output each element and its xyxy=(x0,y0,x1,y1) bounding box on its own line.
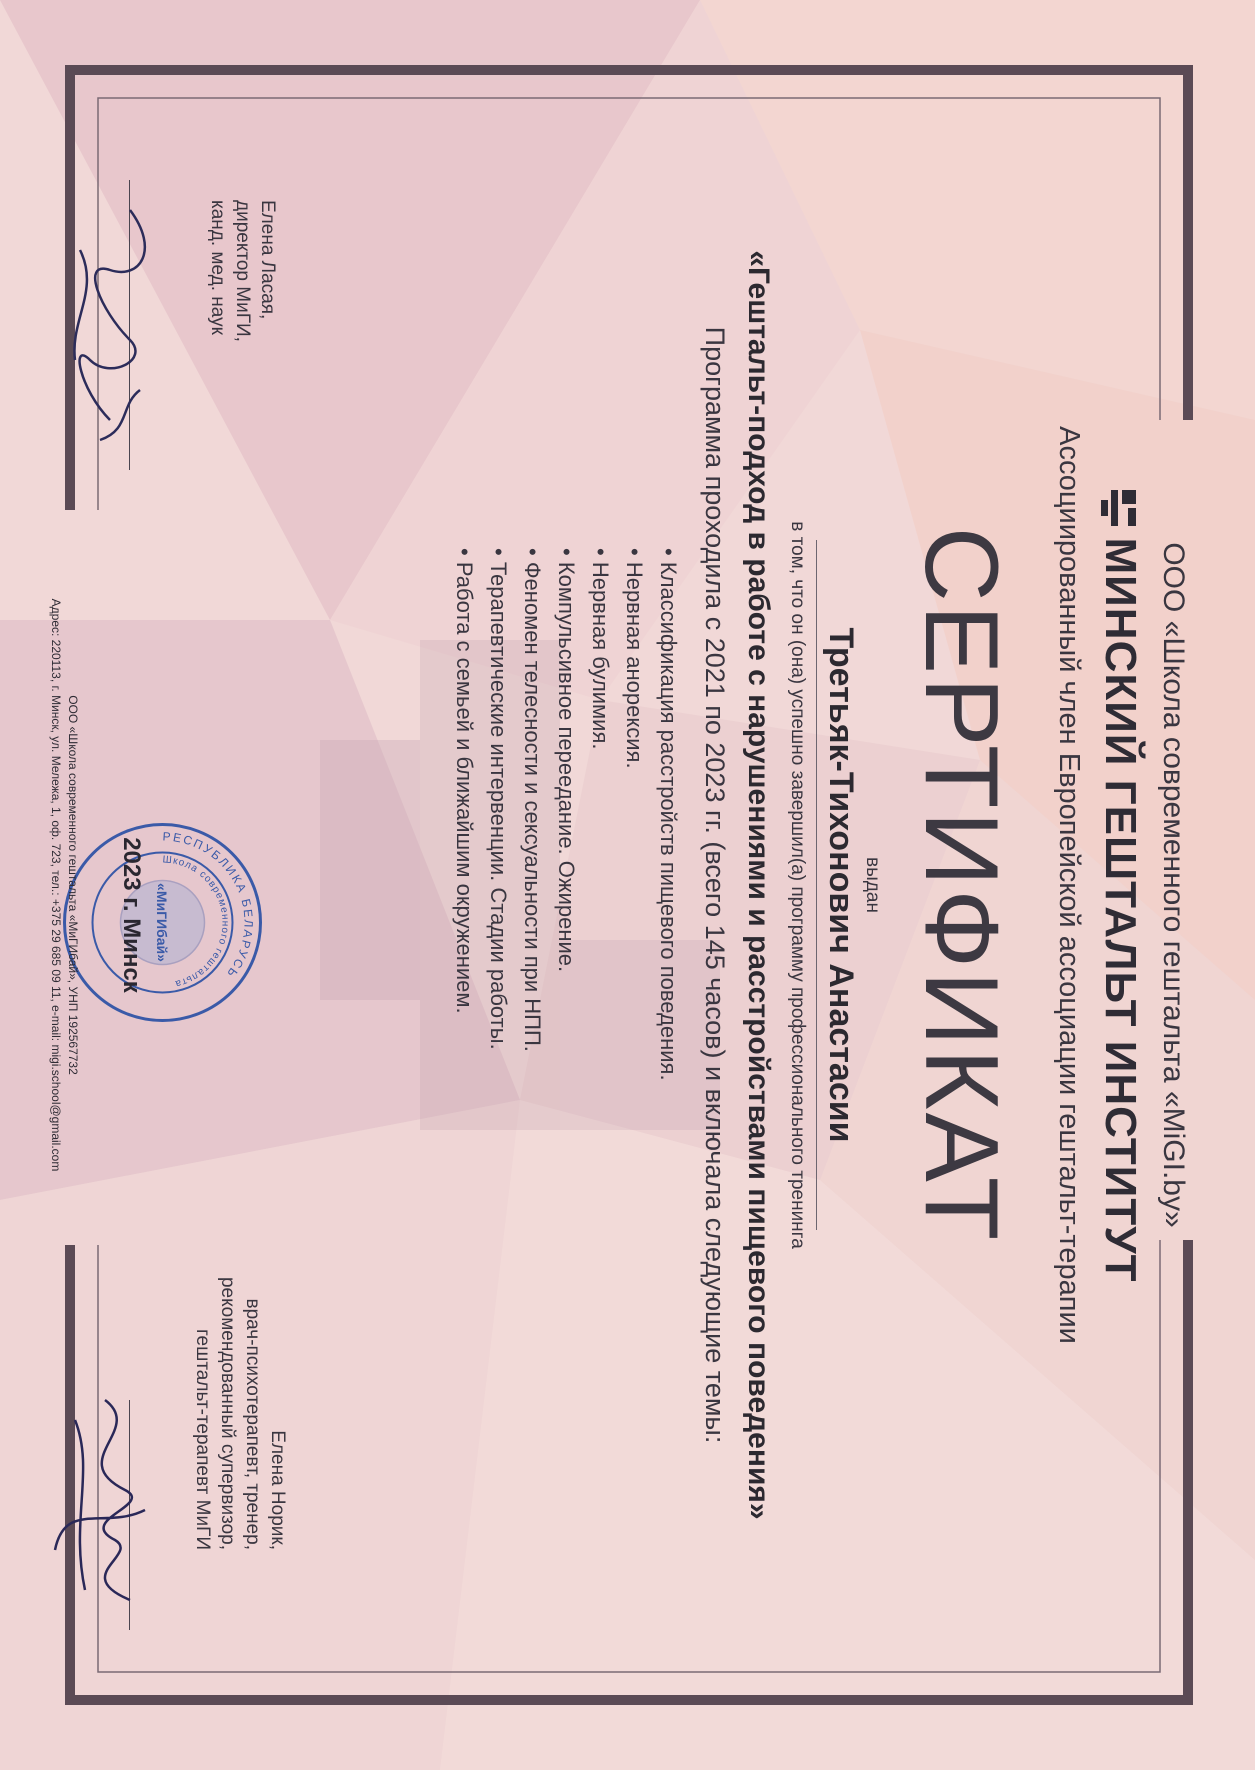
completion-text: в том, что он (она) успешно завершил(а) программу профессионального тренинга xyxy=(787,521,808,1249)
list-item: • Нервная анорексия. xyxy=(617,548,651,1081)
list-item: • Классификация расстройств пищевого поведения. xyxy=(651,548,685,1081)
organization-name: ООО «Школа современного гештальта «MiGI.by» xyxy=(1157,542,1190,1228)
institute-logo-icon xyxy=(1100,488,1138,528)
signer-name: Елена Норик, xyxy=(267,1430,288,1550)
signer-director xyxy=(205,200,280,460)
association-line: Ассоциированный член Европейской ассоциации гештальт-терапии xyxy=(1053,426,1085,1344)
signer-trainer xyxy=(190,1270,290,1550)
signer-role-3: гештальт-терапевт МиГИ xyxy=(192,1329,213,1550)
program-title: «Гештальт-подход в работе с нарушениями и расстройствами пищевого поведения» xyxy=(742,250,775,1520)
footer-address: Адрес: 220113, г. Минск, ул. Мележа, 1, оф. 723, тел.: +375 29 685 09 11, e-mail: migi.school@gmail.com xyxy=(49,598,63,1172)
recipient-underline xyxy=(816,540,817,1230)
signature-trainer-image xyxy=(45,1390,165,1620)
seal-brand: «МиГИбай» xyxy=(154,883,170,962)
institute-name xyxy=(1095,60,1145,1710)
seal-outer-text: РЕСПУБЛИКА БЕЛАРУСЬ xyxy=(162,829,256,982)
issued-label: выдан xyxy=(862,857,883,913)
signer-degree: канд. мед. наук xyxy=(207,200,228,335)
list-item: • Феномен телесности и сексуальности при НПП. xyxy=(515,548,549,1081)
program-hours-text: Программа проходила с 2021 по 2023 гг. (всего 145 часов) и включала следующие темы: xyxy=(700,326,730,1444)
signer-role: врач-психотерапевт, тренер, xyxy=(242,1298,263,1550)
certificate-title: СЕРТИФИКАТ xyxy=(903,526,1019,1244)
topics-list xyxy=(447,548,685,1081)
city-and-year: 2023 г. Минск xyxy=(118,837,145,993)
list-item: • Компульсивное переедание. Ожирение. xyxy=(549,548,583,1081)
certificate-content xyxy=(45,60,1245,1710)
seal-inner-text: Школа современного гештальта xyxy=(162,854,231,990)
footer-organization: ООО «Школа современного гештальта «МиГИбай», УНП 192567732 xyxy=(66,695,80,1075)
list-item: • Работа с семьей и ближайшим окружением. xyxy=(447,548,481,1081)
signer-role-2: рекомендованный супервизор, xyxy=(217,1276,238,1550)
list-item: • Нервная булимия. xyxy=(583,548,617,1081)
signer-role: директор МиГИ, xyxy=(232,200,253,342)
signer-name: Елена Ласая, xyxy=(257,200,278,320)
recipient-name: Третьяк-Тихонович Анастасии xyxy=(822,627,860,1143)
list-item: • Терапевтические интервенции. Стадии работы. xyxy=(481,548,515,1081)
official-seal xyxy=(60,820,265,1025)
institute-name-text: МИНСКИЙ ГЕШТАЛЬТ ИНСТИТУТ xyxy=(1096,537,1145,1283)
